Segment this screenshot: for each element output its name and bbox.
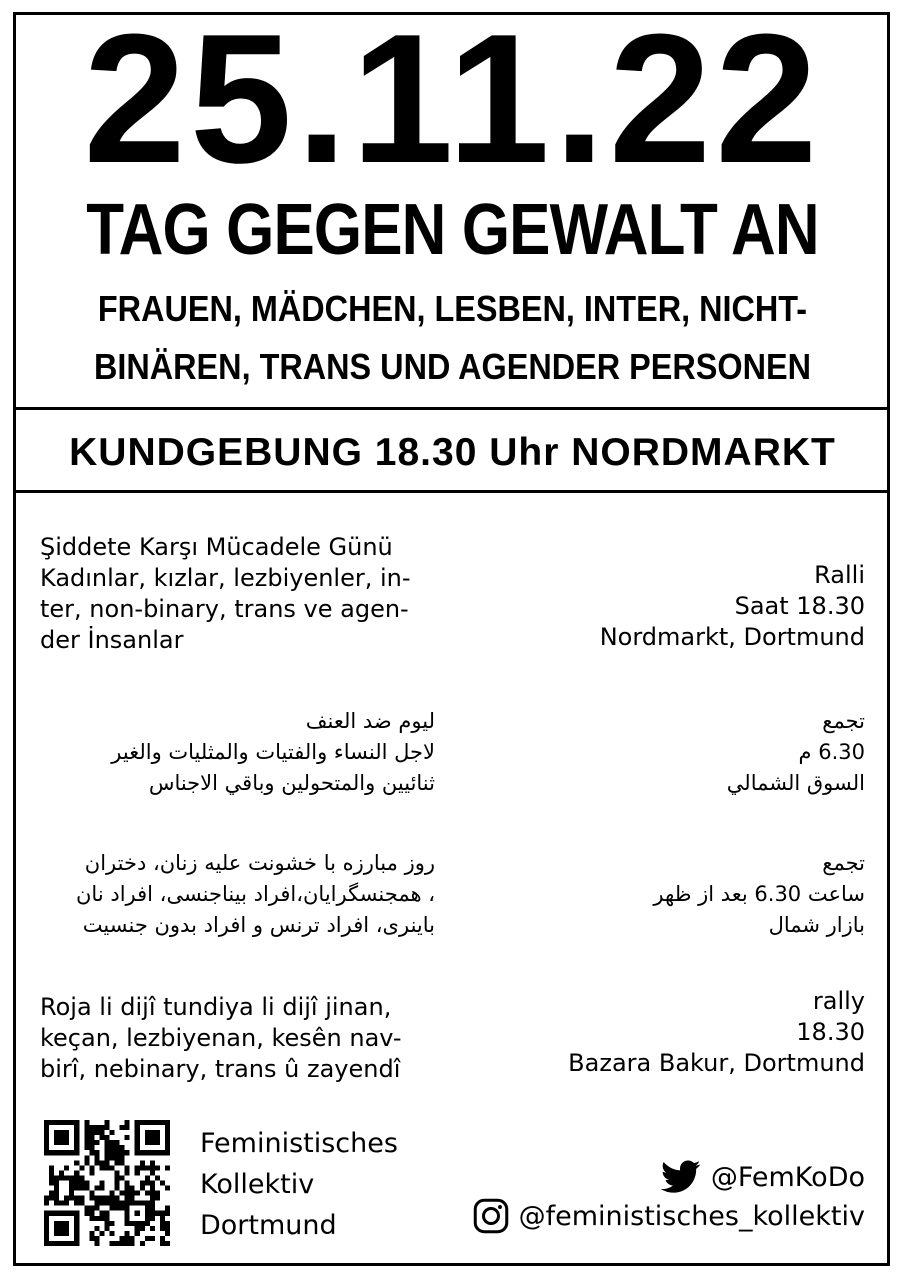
info-line: Saat 18.30 — [734, 592, 865, 620]
twitter-handle-row[interactable] — [661, 1160, 865, 1194]
text-line: Kadınlar, kızlar, lezbiyenler, in- — [40, 564, 411, 592]
info-line: rally — [812, 987, 865, 1015]
info-line: السوق الشمالي — [726, 771, 865, 795]
rally-banner: KUNDGEBUNG 18.30 Uhr NORDMARKT — [69, 431, 836, 474]
text-line: birî, nebinary, trans û zayendî — [40, 1055, 401, 1083]
instagram-handle-row[interactable] — [473, 1198, 865, 1234]
org-line: Kollektiv — [200, 1169, 315, 1200]
info-line: Ralli — [814, 561, 865, 589]
event-date: 25.11.22 — [83, 0, 822, 201]
instagram-icon — [473, 1198, 509, 1234]
kurdish-info — [568, 986, 865, 1079]
twitter-handle[interactable]: @FemKoDo — [710, 1161, 865, 1193]
poster-subtitle — [45, 280, 860, 396]
twitter-bird-icon — [661, 1160, 701, 1194]
info-line: Bazara Bakur, Dortmund — [568, 1049, 865, 1077]
info-line: Nordmarkt, Dortmund — [599, 623, 865, 651]
subtitle-line: FRAUEN, MÄDCHEN, LESBEN, INTER, NICHT- — [97, 288, 808, 329]
text-line: ter, non-binary, trans ve agen- — [40, 595, 409, 623]
info-line: تجمع — [822, 709, 865, 733]
poster-title: TAG GEGEN GEWALT AN — [86, 190, 819, 270]
divider-top — [13, 407, 890, 410]
turkish-text — [40, 532, 411, 656]
arabic-text — [40, 706, 435, 799]
qr-code[interactable] — [44, 1120, 170, 1246]
text-line: keçan, lezbiyenan, kesên nav- — [40, 1024, 402, 1052]
arabic-info — [565, 706, 865, 799]
organization-name — [200, 1123, 398, 1246]
subtitle-line: BINÄREN, TRANS UND AGENDER PERSONEN — [93, 346, 812, 387]
org-line: Feministisches — [200, 1128, 398, 1159]
persian-text — [40, 848, 435, 941]
divider-bottom — [13, 490, 890, 493]
info-line: 6.30 م — [798, 740, 865, 764]
text-line: ، همجنسگرایان،افراد بیناجنسی، افراد نان — [76, 882, 435, 906]
kurdish-text — [40, 992, 402, 1085]
org-line: Dortmund — [200, 1210, 337, 1241]
info-line: بازار شمال — [768, 913, 865, 937]
info-line: 18.30 — [796, 1018, 865, 1046]
text-line: Roja li dijî tundiya li dijî jinan, — [40, 993, 392, 1021]
text-line: روز مبارزه با خشونت علیه زنان، دختران — [84, 851, 435, 875]
text-line: Şiddete Karşı Mücadele Günü — [40, 533, 393, 561]
turkish-info — [600, 560, 865, 653]
text-line: ليوم ضد العنف — [305, 709, 435, 733]
info-line: تجمع — [822, 851, 865, 875]
text-line: لاجل النساء والفتيات والمثليات والغير — [111, 740, 435, 764]
persian-info — [565, 848, 865, 941]
text-line: ثنائيين والمتحولين وباقي الاجناس — [148, 771, 435, 795]
text-line: باینری، افراد ترنس و افراد بدون جنسیت — [82, 913, 435, 937]
info-line: ساعت 6.30 بعد از ظهر — [653, 882, 865, 906]
instagram-handle[interactable]: @feministisches_kollektiv — [518, 1200, 865, 1232]
text-line: der İnsanlar — [40, 626, 184, 654]
